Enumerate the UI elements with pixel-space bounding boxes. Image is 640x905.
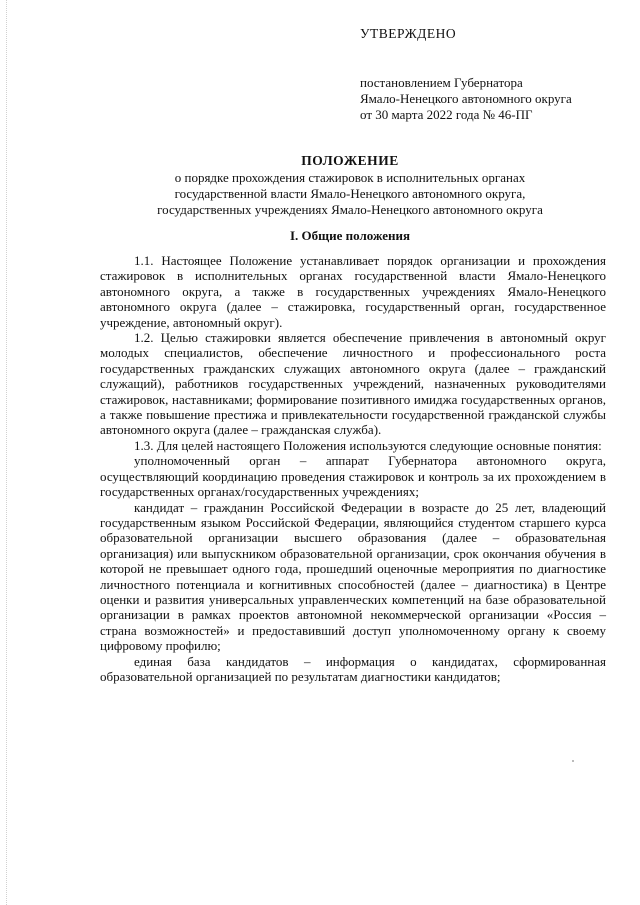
approval-stamp: [360, 26, 620, 123]
document-body: [100, 253, 606, 684]
paragraph-1-2: 1.2. Целью стажировки является обеспечение привлечения в автономный округ молодых специалистов, обеспечение личностного и профессионального роста государственных гражданских служащих автономного округа (далее – гражданский служащий), работников государственных учреждений, назначенных руководителями стажировок, наставниками; формирование позитивного имиджа государственных органов, а также повышение престижа и привлекательности государственной гражданской службы автономного округа (далее – гражданская служба).: [100, 330, 606, 438]
definition-authorized-body: уполномоченный орган – аппарат Губернатора автономного округа, осуществляющий координацию проведения стажировок и контроль за их прохождением в государственных органах/государственных учреждениях;: [100, 453, 606, 500]
approval-line: Ямало-Ненецкого автономного округа: [360, 91, 572, 106]
document-subtitle-line: государственных учреждениях Ямало-Ненецкого автономного округа: [157, 202, 543, 217]
scan-speck: [572, 760, 574, 762]
approval-line: постановлением Губернатора: [360, 75, 523, 90]
document-heading: [100, 153, 600, 218]
approval-title: УТВЕРЖДЕНО: [360, 26, 457, 41]
approval-line: от 30 марта 2022 года № 46-ПГ: [360, 107, 533, 122]
paragraph-1-3: 1.3. Для целей настоящего Положения используются следующие основные понятия:: [134, 437, 602, 453]
definition-candidate: кандидат – гражданин Российской Федерации в возрасте до 25 лет, владеющий государственным языком Российской Федерации, являющийся студентом старшего курса образовательной организации высшего образования (далее – образовательная организация) или выпускником образовательной организации, срок окончания обучения в которой не превышает одного года, прошедший оценочные мероприятия по диагностике личностного потенциала и когнитивных способностей (далее – диагностика) в Центре оценки и развития универсальных управленческих компетенций на базе образовательной организации в рамках проектов автономной некоммерческой организации «Россия – страна возможностей» и предоставивший доступ уполномоченному органу к своему цифровому профилю;: [100, 499, 606, 654]
scan-edge-dots: [6, 0, 9, 905]
paragraph-1-1: 1.1. Настоящее Положение устанавливает порядок организации и прохождения стажировок в исполнительных органах государственной власти Ямало-Ненецкого автономного округа, а также в государственных учреждениях Ямало-Ненецкого автономного округа (далее – стажировка, государственный орган, государственное учреждение, автономный округ).: [100, 253, 606, 330]
document-title: ПОЛОЖЕНИЕ: [301, 153, 399, 168]
section-title: I. Общие положения: [290, 228, 410, 243]
document-subtitle-line: государственной власти Ямало-Ненецкого автономного округа,: [174, 186, 526, 201]
definition-candidate-database: единая база кандидатов – информация о кандидатах, сформированная образовательной организацией по результатам диагностики кандидатов;: [100, 653, 606, 684]
document-subtitle-line: о порядке прохождения стажировок в исполнительных органах: [174, 170, 526, 185]
